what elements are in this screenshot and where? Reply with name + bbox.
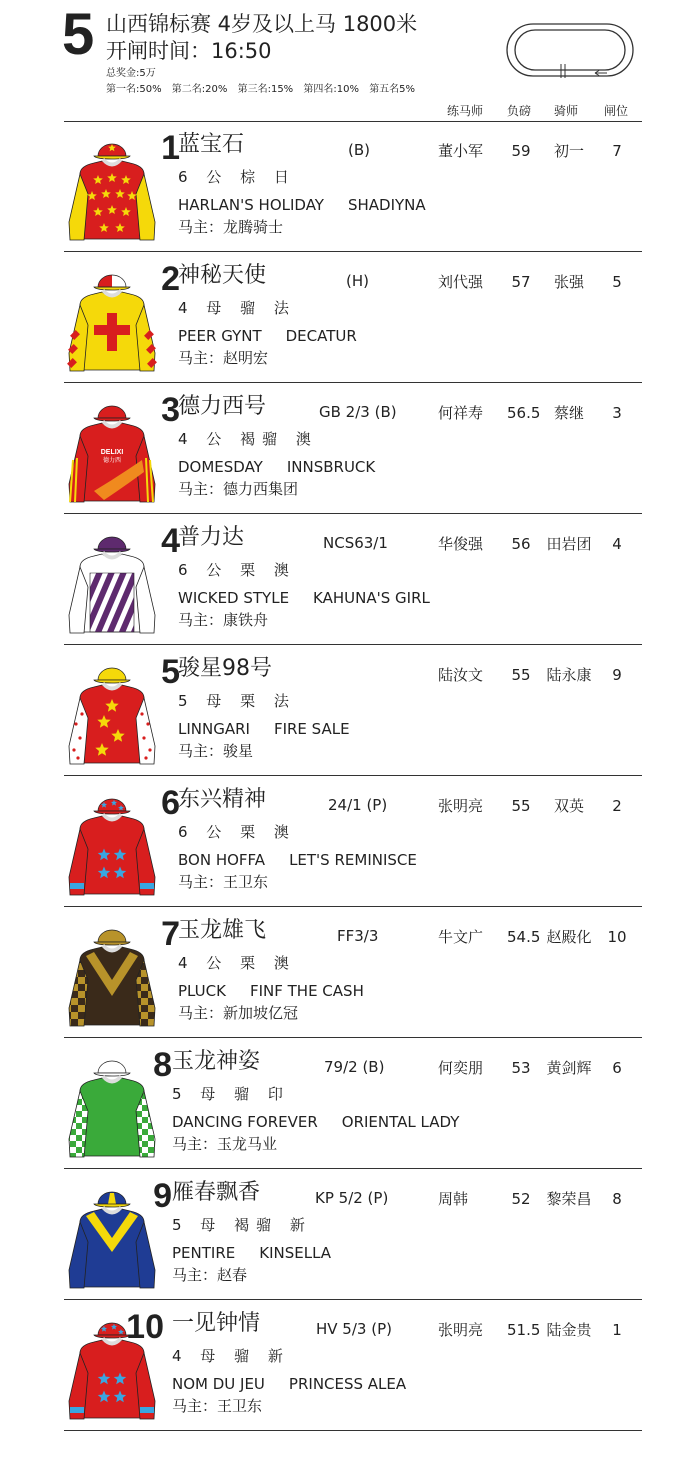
prize-fourth: 第四名:10%	[303, 84, 359, 95]
horse-details: 6 公 棕 日	[178, 168, 296, 186]
column-header-trainer: 练马师	[447, 104, 484, 118]
trainer-name: 刘代强	[438, 273, 484, 291]
gear-rating: NCS63/1	[323, 534, 388, 552]
sire-name: BON HOFFA	[178, 851, 266, 869]
track-diagram-icon	[503, 16, 637, 80]
total-purse: 总奖金:5万	[106, 68, 156, 79]
jockey-name: 田岩团	[546, 535, 592, 553]
prize-third: 第三名:15%	[237, 84, 294, 95]
owner-name: 马主：王卫东	[178, 873, 269, 891]
pedigree	[178, 589, 430, 607]
horse-number: 8	[153, 1046, 172, 1084]
horse-entry	[0, 122, 700, 252]
gear-rating: KP 5/2 (P)	[315, 1189, 389, 1207]
jockey-name: 蔡继	[553, 404, 584, 422]
horse-name: 普力达	[178, 525, 245, 550]
owner-name: 马主：新加坡亿冠	[178, 1004, 299, 1022]
barrier-draw: 8	[612, 1190, 622, 1208]
dam-name: PRINCESS ALEA	[288, 1375, 407, 1393]
gear-rating: GB 2/3 (B)	[319, 403, 397, 421]
dam-name: ORIENTAL LADY	[341, 1113, 460, 1131]
gear-rating: FF3/3	[337, 927, 379, 945]
horse-number: 10	[126, 1308, 164, 1346]
horse-details: 5 母 栗 法	[178, 692, 296, 710]
owner-name: 马主：德力西集团	[178, 480, 299, 498]
horse-details: 4 公 栗 澳	[178, 954, 296, 972]
owner-name: 马主：骏星	[178, 742, 254, 760]
trainer-name: 何奕朋	[438, 1059, 484, 1077]
barrier-draw: 7	[612, 142, 622, 160]
carried-weight: 55	[511, 797, 531, 815]
sire-name: DOMESDAY	[178, 458, 263, 476]
carried-weight: 53	[511, 1059, 531, 1077]
horse-entry	[0, 515, 700, 645]
horse-details: 4 公 褐骝 澳	[178, 430, 318, 448]
prize-fifth: 第五名5%	[369, 84, 416, 95]
horse-details: 6 公 栗 澳	[178, 561, 296, 579]
horse-name: 蓝宝石	[178, 132, 245, 157]
carried-weight: 57	[511, 273, 531, 291]
horse-details: 4 母 骝 法	[178, 299, 296, 317]
horse-name: 一见钟情	[172, 1311, 261, 1336]
trainer-name: 张明亮	[438, 1321, 484, 1339]
sire-name: LINNGARI	[178, 720, 250, 738]
row-divider	[64, 644, 642, 645]
horse-entry	[0, 1301, 700, 1431]
column-header-draw: 闸位	[604, 104, 629, 118]
start-time: 开闸时间：16:50	[106, 39, 272, 63]
horse-entry	[0, 384, 700, 514]
horse-name: 东兴精神	[178, 787, 267, 812]
barrier-draw: 3	[612, 404, 622, 422]
gear-rating: HV 5/3 (P)	[316, 1320, 392, 1338]
barrier-draw: 2	[612, 797, 622, 815]
horse-entry	[0, 1170, 700, 1300]
horse-number: 5	[161, 653, 180, 691]
jockey-name: 赵殿化	[546, 928, 592, 946]
pedigree	[172, 1244, 331, 1262]
sire-name: PENTIRE	[172, 1244, 236, 1262]
sire-name: NOM DU JEU	[172, 1375, 265, 1393]
horse-entry	[0, 1039, 700, 1169]
row-divider	[64, 513, 642, 514]
horse-details: 5 母 褐骝 新	[172, 1216, 312, 1234]
horse-number: 2	[161, 260, 180, 298]
svg-text:DELIXI: DELIXI	[100, 449, 124, 456]
pedigree	[172, 1375, 406, 1393]
row-divider	[64, 906, 642, 907]
sire-name: PLUCK	[178, 982, 226, 1000]
race-title: 山西锦标赛 4岁及以上马 1800米	[106, 12, 418, 36]
dam-name: INNSBRUCK	[286, 458, 376, 476]
trainer-name: 牛文广	[438, 928, 484, 946]
sire-name: HARLAN'S HOLIDAY	[178, 196, 324, 214]
column-header-jockey: 骑师	[554, 104, 579, 118]
horse-number: 1	[161, 129, 180, 167]
owner-name: 马主：赵春	[172, 1266, 248, 1284]
gear-rating: (B)	[348, 141, 370, 159]
owner-name: 马主：康铁舟	[178, 611, 269, 629]
jockey-name: 初一	[553, 142, 584, 160]
jockey-name: 陆金贵	[546, 1321, 592, 1339]
row-divider	[64, 1299, 642, 1300]
pedigree	[178, 196, 426, 214]
horse-entry	[0, 908, 700, 1038]
trainer-name: 陆汝文	[438, 666, 484, 684]
horse-details: 5 母 骝 印	[172, 1085, 290, 1103]
trainer-name: 张明亮	[438, 797, 484, 815]
pedigree	[172, 1113, 459, 1131]
barrier-draw: 5	[612, 273, 622, 291]
horse-name: 玉龙雄飞	[178, 918, 267, 943]
trainer-name: 何祥寿	[438, 404, 484, 422]
pedigree	[178, 327, 357, 345]
carried-weight: 51.5	[507, 1321, 541, 1339]
barrier-draw: 10	[607, 928, 627, 946]
carried-weight: 54.5	[507, 928, 541, 946]
dam-name: DECATUR	[285, 327, 357, 345]
barrier-draw: 1	[612, 1321, 622, 1339]
gear-rating: (H)	[346, 272, 369, 290]
jockey-name: 黄剑辉	[546, 1059, 592, 1077]
pedigree	[178, 720, 350, 738]
row-divider	[64, 382, 642, 383]
gear-rating: 24/1 (P)	[328, 796, 388, 814]
row-divider	[64, 775, 642, 776]
jockey-name: 陆永康	[546, 666, 592, 684]
horse-entry	[0, 253, 700, 383]
carried-weight: 52	[511, 1190, 531, 1208]
prize-second: 第二名:20%	[171, 84, 228, 95]
horse-number: 7	[161, 915, 180, 953]
pedigree	[178, 851, 417, 869]
dam-name: SHADIYNA	[347, 196, 426, 214]
dam-name: KINSELLA	[259, 1244, 332, 1262]
trainer-name: 董小军	[438, 142, 484, 160]
pedigree	[178, 458, 375, 476]
carried-weight: 56.5	[507, 404, 541, 422]
trainer-name: 华俊强	[438, 535, 484, 553]
horse-number: 3	[161, 391, 180, 429]
horse-number: 4	[161, 522, 180, 560]
owner-name: 马主：王卫东	[172, 1397, 263, 1415]
jockey-name: 张强	[553, 273, 584, 291]
dam-name: FIRE SALE	[273, 720, 350, 738]
trainer-name: 周韩	[438, 1190, 469, 1208]
horse-number: 6	[161, 784, 180, 822]
row-divider	[64, 1037, 642, 1038]
sire-name: DANCING FOREVER	[172, 1113, 318, 1131]
owner-name: 马主：赵明宏	[178, 349, 269, 367]
carried-weight: 56	[511, 535, 531, 553]
jockey-name: 黎荣昌	[546, 1190, 592, 1208]
horse-name: 玉龙神姿	[172, 1049, 261, 1074]
owner-name: 马主：龙腾骑士	[178, 218, 284, 236]
row-divider	[64, 1168, 642, 1169]
svg-text:德力西: 德力西	[102, 457, 122, 464]
prize-distribution	[106, 80, 422, 95]
horse-name: 骏星98号	[178, 656, 272, 681]
horse-name: 德力西号	[178, 394, 267, 419]
barrier-draw: 9	[612, 666, 622, 684]
carried-weight: 59	[511, 142, 531, 160]
gear-rating: 79/2 (B)	[324, 1058, 385, 1076]
horse-number: 9	[153, 1177, 172, 1215]
pedigree	[178, 982, 364, 1000]
dam-name: KAHUNA'S GIRL	[313, 589, 430, 607]
row-divider	[64, 1430, 642, 1431]
prize-first: 第一名:50%	[106, 84, 162, 95]
sire-name: PEER GYNT	[178, 327, 262, 345]
horse-details: 4 母 骝 新	[172, 1347, 290, 1365]
horse-details: 6 公 栗 澳	[178, 823, 296, 841]
barrier-draw: 4	[612, 535, 622, 553]
sire-name: WICKED STYLE	[178, 589, 290, 607]
horse-entry	[0, 646, 700, 776]
horse-entry	[0, 777, 700, 907]
jockey-name: 双英	[553, 797, 584, 815]
horse-name: 神秘天使	[178, 263, 267, 288]
race-number: 5	[62, 2, 95, 67]
carried-weight: 55	[511, 666, 531, 684]
dam-name: LET'S REMINISCE	[289, 851, 417, 869]
horse-name: 雁春飘香	[172, 1180, 261, 1205]
column-header-weight: 负磅	[507, 104, 532, 118]
row-divider	[64, 251, 642, 252]
dam-name: FINF THE CASH	[249, 982, 364, 1000]
owner-name: 马主：玉龙马业	[172, 1135, 278, 1153]
barrier-draw: 6	[612, 1059, 622, 1077]
